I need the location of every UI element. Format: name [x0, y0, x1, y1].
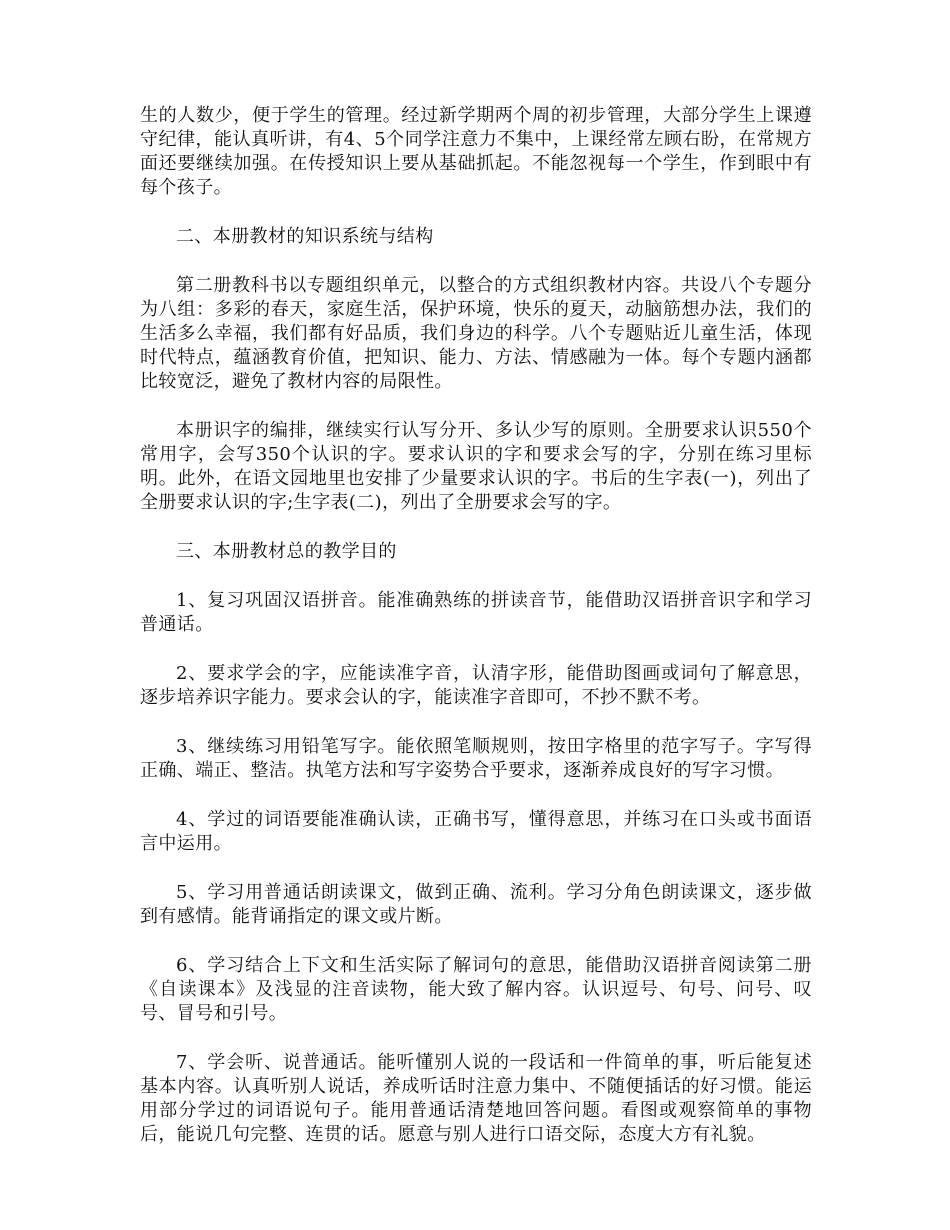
- goal-item-7: 7、学会听、说普通话。能听懂别人说的一段话和一件简单的事，听后能复述基本内容。认真听别人说话，养成听话时注意力集中、不随便插话的好习惯。能运用部分学过的词语说句子。能用普通话清楚地回答问题。看图或观察简单的事物后，能说几句完整、连贯的话。愿意与别人进行口语交际，态度大方有礼貌。: [140, 1052, 812, 1145]
- paragraph-textbook-topics: 第二册教科书以专题组织单元，以整合的方式组织教材内容。共设八个专题分为八组：多彩的春天，家庭生活，保护环境，快乐的夏天，动脑筋想办法，我们的生活多么幸福，我们都有好品质，我们身边的科学。八个专题贴近儿童生活，体现时代特点，蕴涵教育价值，把知识、能力、方法、情感融为一体。每个专题内涵都比较宽泛，避免了教材内容的局限性。: [140, 275, 812, 392]
- goal-item-3: 3、继续练习用铅笔写字。能依照笔顺规则，按田字格里的范字写子。字写得正确、端正、整洁。执笔方法和写字姿势合乎要求，逐渐养成良好的写字习惯。: [140, 736, 812, 781]
- goal-item-1: 1、复习巩固汉语拼音。能准确熟练的拼读音节，能借助汉语拼音识字和学习普通话。: [140, 590, 812, 635]
- document-body: [140, 104, 812, 1172]
- goal-item-2: 2、要求学会的字，应能读准字音，认清字形，能借助图画或词句了解意思，逐步培养识字能力。要求会认的字，能读准字音即可，不抄不默不考。: [140, 663, 812, 708]
- paragraph-student-management: 生的人数少，便于学生的管理。经过新学期两个周的初步管理，大部分学生上课遵守纪律，能认真听讲，有4、5个同学注意力不集中，上课经常左顾右盼，在常规方面还要继续加强。在传授知识上要从基础抓起。不能忽视每一个学生，作到眼中有每个孩子。: [140, 105, 812, 198]
- section-heading-knowledge-structure: 二、本册教材的知识系统与结构: [176, 226, 434, 247]
- goal-item-6: 6、学习结合上下文和生活实际了解词句的意思，能借助汉语拼音阅读第二册《自读课本》及浅显的注音读物，能大致了解内容。认识逗号、句号、问号、叹号、冒号和引号。: [140, 955, 812, 1024]
- goal-item-5: 5、学习用普通话朗读课文，做到正确、流利。学习分角色朗读课文，逐步做到有感情。能背诵指定的课文或片断。: [140, 882, 812, 927]
- paragraph-literacy-arrangement: 本册识字的编排，继续实行认写分开、多认少写的原则。全册要求认识550个常用字，会写350个认识的字。要求认识的字和要求会写的字，分别在练习里标明。此外，在语文园地里也安排了少量要求认识的字。书后的生字表(一)，列出了全册要求认识的字;生字表(二)，列出了全册要求会写的字。: [140, 420, 812, 513]
- goal-item-4: 4、学过的词语要能准确认读，正确书写，懂得意思，并练习在口头或书面语言中运用。: [140, 809, 812, 854]
- section-heading-teaching-goals: 三、本册教材总的教学目的: [176, 541, 397, 562]
